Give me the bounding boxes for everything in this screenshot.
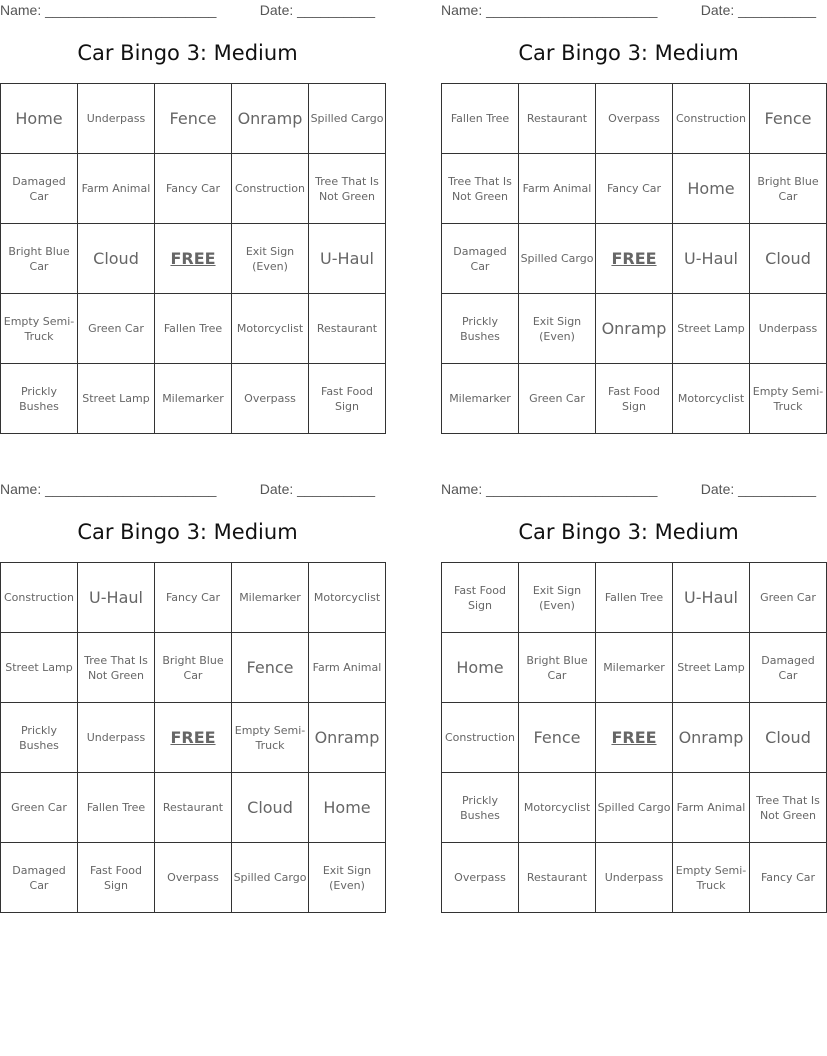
bingo-cell: Fence [232,633,309,703]
bingo-cell: Construction [1,563,78,633]
bingo-cell: Restaurant [155,773,232,843]
bingo-cell: Green Car [78,294,155,364]
bingo-cell: Exit Sign (Even) [519,294,596,364]
bingo-cell: Overpass [596,84,673,154]
bingo-cell: Street Lamp [78,364,155,434]
free-space: FREE [596,224,673,294]
date-field: Date: __________ [259,481,375,497]
date-field: Date: __________ [700,2,816,18]
bingo-cell: Damaged Car [750,633,827,703]
grid-row [1,703,386,773]
bingo-cell: Empty Semi-Truck [232,703,309,773]
bingo-cell: Bright Blue Car [1,224,78,294]
bingo-cell: Fast Food Sign [442,563,519,633]
bingo-cell: Fast Food Sign [309,364,386,434]
bingo-cell: Exit Sign (Even) [309,843,386,913]
bingo-cell: Motorcyclist [232,294,309,364]
bingo-cell: Cloud [750,224,827,294]
bingo-cell: Tree That Is Not Green [442,154,519,224]
card-title: Car Bingo 3: Medium [518,520,739,544]
name-field: Name: ______________________ [0,2,217,18]
bingo-cell: Green Car [519,364,596,434]
free-space: FREE [155,703,232,773]
bingo-cell: Bright Blue Car [750,154,827,224]
bingo-cell: Underpass [596,843,673,913]
bingo-cell: Fallen Tree [442,84,519,154]
card-title: Car Bingo 3: Medium [518,41,739,65]
bingo-cell: Prickly Bushes [1,703,78,773]
bingo-cell: Exit Sign (Even) [232,224,309,294]
grid-row [1,843,386,913]
bingo-cell: Milemarker [442,364,519,434]
bingo-cell: Fancy Car [596,154,673,224]
bingo-cell: Home [673,154,750,224]
grid-row [1,154,386,224]
grid-row [442,294,827,364]
grid-row [442,364,827,434]
bingo-cell: Fence [155,84,232,154]
bingo-cell: Prickly Bushes [442,773,519,843]
bingo-cell: Onramp [309,703,386,773]
bingo-cell: Cloud [78,224,155,294]
grid-row [442,224,827,294]
bingo-cell: Home [309,773,386,843]
bingo-card-1 [0,0,384,413]
bingo-cell: Underpass [78,703,155,773]
bingo-cell: U-Haul [673,563,750,633]
bingo-cell: Underpass [750,294,827,364]
grid-row [1,84,386,154]
bingo-cell: Motorcyclist [673,364,750,434]
bingo-cell: Farm Animal [519,154,596,224]
bingo-cell: Cloud [232,773,309,843]
date-field: Date: __________ [700,481,816,497]
bingo-cell: Street Lamp [1,633,78,703]
bingo-cell: Home [442,633,519,703]
card-header [441,479,816,501]
bingo-grid [0,562,386,913]
bingo-cell: Tree That Is Not Green [309,154,386,224]
card-title: Car Bingo 3: Medium [77,520,298,544]
bingo-cell: Empty Semi-Truck [1,294,78,364]
card-header [441,0,816,22]
bingo-grid [441,562,827,913]
bingo-cell: Damaged Car [1,843,78,913]
date-field: Date: __________ [259,2,375,18]
grid-row [1,294,386,364]
bingo-cell: Milemarker [596,633,673,703]
card-title: Car Bingo 3: Medium [77,41,298,65]
bingo-cell: Green Car [1,773,78,843]
bingo-cell: Exit Sign (Even) [519,563,596,633]
grid-row [1,224,386,294]
bingo-cell: Spilled Cargo [519,224,596,294]
bingo-cell: Prickly Bushes [1,364,78,434]
bingo-cell: Fence [519,703,596,773]
bingo-cell: Fallen Tree [155,294,232,364]
bingo-cell: Farm Animal [309,633,386,703]
bingo-grid [441,83,827,434]
grid-row [1,633,386,703]
bingo-cell: Onramp [232,84,309,154]
bingo-cell: Bright Blue Car [519,633,596,703]
bingo-cell: Tree That Is Not Green [78,633,155,703]
bingo-cell: Farm Animal [78,154,155,224]
name-field: Name: ______________________ [441,481,658,497]
bingo-cell: Milemarker [155,364,232,434]
bingo-cell: Fallen Tree [596,563,673,633]
bingo-cell: Empty Semi-Truck [750,364,827,434]
bingo-cell: Empty Semi-Truck [673,843,750,913]
bingo-cell: Fancy Car [155,563,232,633]
bingo-cell: Damaged Car [1,154,78,224]
bingo-cell: Construction [232,154,309,224]
bingo-cell: Spilled Cargo [596,773,673,843]
bingo-cell: Home [1,84,78,154]
grid-row [442,633,827,703]
bingo-cell: Overpass [155,843,232,913]
bingo-cell: Street Lamp [673,294,750,364]
bingo-card-2 [441,0,824,413]
bingo-cell: Cloud [750,703,827,773]
card-header [0,479,375,501]
bingo-cell: Fancy Car [750,843,827,913]
bingo-cell: Onramp [673,703,750,773]
name-field: Name: ______________________ [0,481,217,497]
bingo-cell: Underpass [78,84,155,154]
bingo-cell: Restaurant [309,294,386,364]
bingo-cell: Green Car [750,563,827,633]
grid-row [442,843,827,913]
bingo-cell: Construction [442,703,519,773]
grid-row [442,84,827,154]
bingo-cell: Fallen Tree [78,773,155,843]
grid-row [442,773,827,843]
bingo-cell: Fast Food Sign [596,364,673,434]
grid-row [442,563,827,633]
bingo-cell: Motorcyclist [519,773,596,843]
card-header [0,0,375,22]
free-space: FREE [596,703,673,773]
bingo-cell: Overpass [232,364,309,434]
bingo-cell: Restaurant [519,84,596,154]
bingo-cell: Farm Animal [673,773,750,843]
bingo-cell: Damaged Car [442,224,519,294]
name-field: Name: ______________________ [441,2,658,18]
bingo-cell: Milemarker [232,563,309,633]
grid-row [1,563,386,633]
bingo-cell: Onramp [596,294,673,364]
bingo-card-4 [441,479,820,892]
grid-row [1,773,386,843]
bingo-cell: Motorcyclist [309,563,386,633]
bingo-cell: U-Haul [78,563,155,633]
bingo-cell: Restaurant [519,843,596,913]
bingo-cell: Overpass [442,843,519,913]
bingo-cell: Street Lamp [673,633,750,703]
bingo-cell: U-Haul [309,224,386,294]
bingo-cell: Construction [673,84,750,154]
bingo-cell: Tree That Is Not Green [750,773,827,843]
bingo-cell: Spilled Cargo [232,843,309,913]
bingo-cell: Fast Food Sign [78,843,155,913]
bingo-cell: Fancy Car [155,154,232,224]
grid-row [442,703,827,773]
bingo-cell: U-Haul [673,224,750,294]
bingo-cell: Prickly Bushes [442,294,519,364]
free-space: FREE [155,224,232,294]
bingo-grid [0,83,386,434]
bingo-cell: Bright Blue Car [155,633,232,703]
bingo-card-3 [0,479,382,892]
bingo-cell: Spilled Cargo [309,84,386,154]
grid-row [442,154,827,224]
bingo-cell: Fence [750,84,827,154]
grid-row [1,364,386,434]
